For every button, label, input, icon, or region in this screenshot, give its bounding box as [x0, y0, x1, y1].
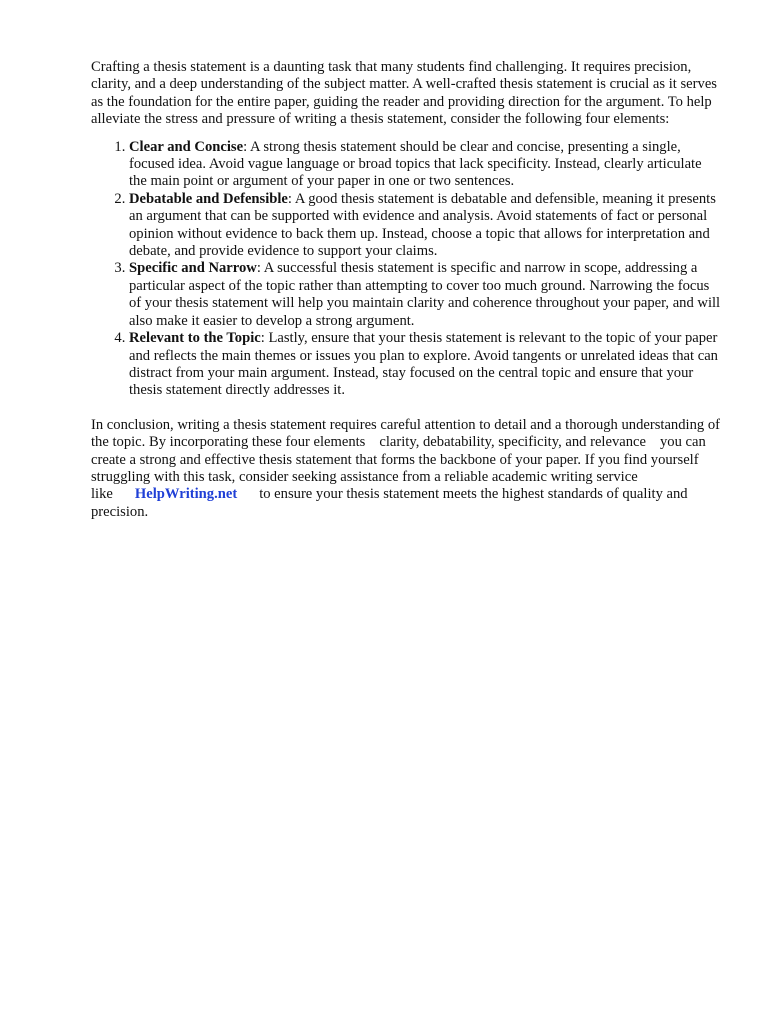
term-clear-concise: Clear and Concise	[129, 138, 244, 155]
list-item-debatable-defensible	[129, 191, 721, 261]
conclusion-text-2: clarity, debatability, specificity, and relevance	[379, 434, 646, 451]
conclusion-paragraph	[91, 417, 721, 521]
term-separator: :	[287, 190, 292, 207]
list-item-specific-narrow	[129, 260, 721, 330]
term-separator: :	[256, 260, 261, 277]
helpwriting-link[interactable]: HelpWriting.net	[134, 486, 238, 503]
item-text: A good thesis statement is debatable and defensible, meaning it presents an argument that can be supported with evidence and analysis. Avoid statements of fact or personal opinion without evidence to back them up. Instead, choose a topic that allows for interpretation and debate, and provide evidence to support your claims.	[129, 190, 716, 260]
conclusion-text-3: you can create a strong and effective thesis statement that forms the backbone of your paper. If you find yourself struggling with this task, consider seeking assistance from a reliable academic writing service like	[91, 434, 706, 503]
item-text: A successful thesis statement is specific and narrow in scope, addressing a particular aspect of the topic rather than attempting to cover too much ground. Narrowing the focus of your thesis statement will help you maintain clarity and coherence throughout your paper, and will also make it easier to develop a strong argument.	[129, 260, 721, 329]
term-specific-narrow: Specific and Narrow	[129, 260, 257, 277]
list-item-clear-concise	[129, 139, 721, 191]
elements-list	[91, 139, 721, 400]
conclusion-text-4: to ensure your thesis statement meets the highest standards of quality and precision.	[91, 486, 688, 520]
term-separator: :	[243, 138, 248, 155]
term-separator: :	[260, 330, 265, 347]
item-text: Lastly, ensure that your thesis statement is relevant to the topic of your paper and reflects the main themes or issues you plan to explore. Avoid tangents or unrelated ideas that can distract from your main argument. Instead, stay focused on the central topic and ensure that your thesis statement directly addresses it.	[129, 330, 718, 399]
intro-paragraph: Crafting a thesis statement is a daunting task that many students find challenging. It requires precision, clarity, and a deep understanding of the subject matter. A well-crafted thesis statement is crucial as it serves as the foundation for the entire paper, guiding the reader and providing direction for the argument. To help alleviate the stress and pressure of writing a thesis statement, consider the following four elements:	[91, 59, 717, 128]
document-page	[91, 59, 721, 521]
list-item-relevant-topic	[129, 330, 721, 400]
term-relevant-topic: Relevant to the Topic	[129, 330, 261, 347]
item-text: A strong thesis statement should be clear and concise, presenting a single, focused idea. Avoid vague language or broad topics that lack specificity. Instead, clearly articulate the main point or argument of your paper in one or two sentences.	[129, 138, 702, 190]
term-debatable-defensible: Debatable and Defensible	[129, 190, 288, 207]
conclusion-text-1: In conclusion, writing a thesis statement requires careful attention to detail and a thorough understanding of the topic. By incorporating these four elements	[91, 416, 720, 451]
